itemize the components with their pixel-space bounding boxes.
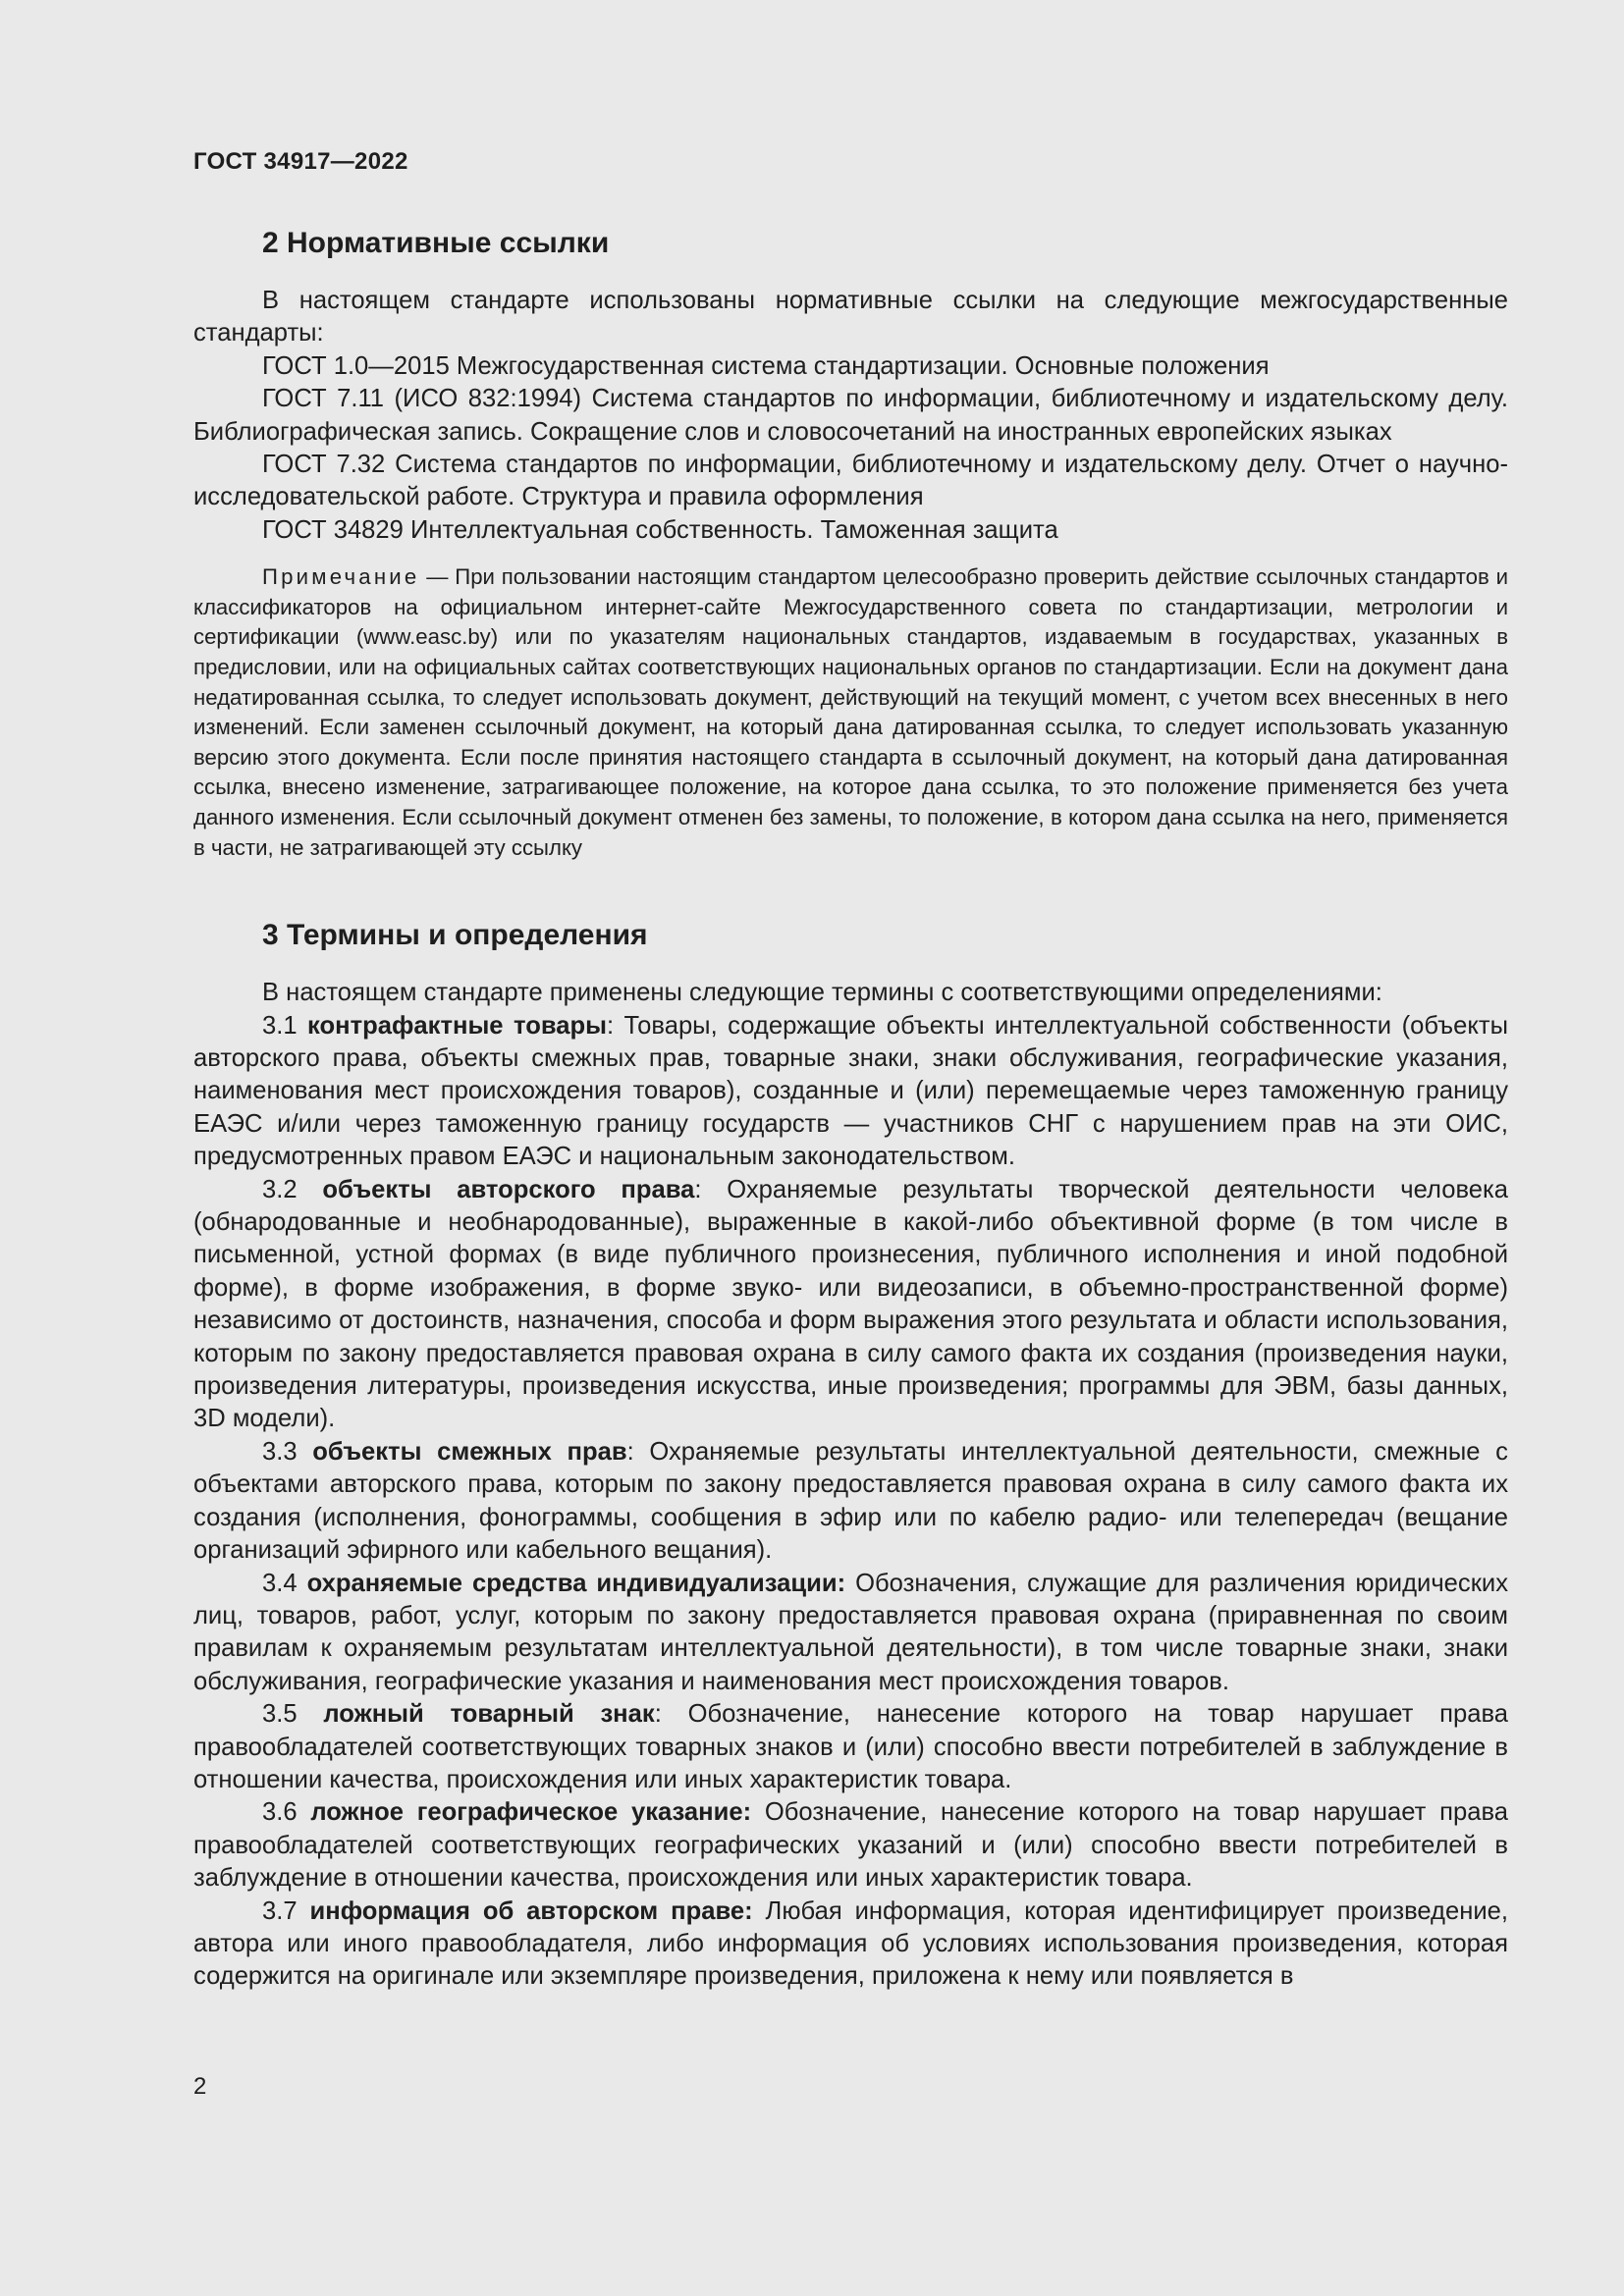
section-title: 3 Термины и определения	[262, 919, 648, 952]
term-name: объекты смежных прав	[312, 1437, 627, 1466]
term-definition: Обозначения, служащие для различения юридических лиц, товаров, работ, услуг, которым по закону предоставляется правовая охрана (приравненная по своим правилам к охраняемым результатам интеллектуальной деятельности), в том числе товарные знаки, знаки обслуживания, географические указания и наименования мест происхождения товаров.	[193, 1569, 1508, 1695]
reference-item: ГОСТ 7.32 Система стандартов по информации, библиотечному и издательскому делу. Отчет о научно-исследовательской работе. Структура и правила оформления	[193, 451, 1508, 511]
term-definition: Любая информация, которая идентифицирует произведение, автора или иного правообладателя, либо информация об условиях использования произведения, которая содержится на оригинале или экземпляре произведения, приложена к нему или появляется в	[193, 1896, 1508, 1991]
section-title: 2 Нормативные ссылки	[262, 227, 610, 259]
term-name: контрафактные товары	[307, 1011, 607, 1040]
page-content	[193, 222, 1508, 1994]
term-number: 3.7	[262, 1896, 310, 1925]
page-number: 2	[193, 2073, 207, 2100]
term-definition: : Охраняемые результаты творческой деятельности человека (обнародованные и необнародованные), выраженные в какой-либо объективной форме (в том числе в письменной, устной формах (в виде публичного произнесения, публичного исполнения и иной подобной форме), в форме изображения, в форме звуко- или видеозаписи, в объемно-пространственной форме) независимо от достоинств, назначения, способа и форм выражения этого результата и области использования, которым по закону предоставляется правовая охрана в силу самого факта их создания (произведения науки, произведения литературы, произведения искусства, иные произведения; программы для ЭВМ, базы данных, 3D модели).	[193, 1175, 1508, 1433]
term-definition: : Охраняемые результаты интеллектуальной деятельности, смежные с объектами авторского права, которым по закону предоставляется правовая охрана в силу самого факта их создания (исполнения, фонограммы, сообщения в эфир или по кабелю радио- или телепередач (вещание организаций эфирного или кабельного вещания).	[193, 1437, 1508, 1565]
term-definition: Обозначение, нанесение которого на товар нарушает права правообладателей соответствующих географических указаний и (или) способно ввести потребителей в заблуждение в отношении качества, происхождения или иных характеристик товара.	[193, 1798, 1508, 1893]
section-normative-references	[193, 222, 1508, 863]
term-number: 3.2	[262, 1175, 323, 1203]
term-name: охраняемые средства индивидуализации:	[306, 1569, 846, 1597]
term-definition: : Товары, содержащие объекты интеллектуальной собственности (объекты авторского права, объекты смежных прав, товарные знаки, знаки обслуживания, географические указания, наименования мест происхождения товаров), созданные и (или) перемещаемые через таможенную границу ЕАЭС и/или через таможенную границу государств — участников СНГ с нарушением прав на эти ОИС, предусмотренных правом ЕАЭС и национальным законодательством.	[193, 1011, 1508, 1171]
term-number: 3.3	[262, 1437, 313, 1466]
reference-item: ГОСТ 1.0—2015 Межгосударственная система стандартизации. Основные положения	[262, 351, 1270, 380]
section-intro: В настоящем стандарте применены следующие термины с соответствующими определениями:	[262, 979, 1382, 1007]
term-name: информация об авторском праве:	[309, 1896, 753, 1925]
term-item	[193, 1698, 1508, 1796]
term-item	[193, 1010, 1508, 1174]
note-label: Примечание	[262, 564, 420, 590]
term-item	[193, 1174, 1508, 1436]
term-item	[193, 1436, 1508, 1568]
term-name: ложное географическое указание:	[310, 1798, 752, 1827]
note	[193, 562, 1508, 863]
term-item	[193, 1568, 1508, 1699]
section-terms-definitions	[193, 914, 1508, 1994]
term-name: ложный товарный знак	[323, 1700, 655, 1729]
standard-header: ГОСТ 34917—2022	[193, 148, 408, 175]
term-number: 3.1	[262, 1011, 308, 1040]
reference-item: ГОСТ 34829 Интеллектуальная собственность. Таможенная защита	[262, 515, 1058, 544]
term-name: объекты авторского права	[322, 1175, 695, 1203]
term-item	[193, 1796, 1508, 1895]
note-text: — При пользовании настоящим стандартом целесообразно проверить действие ссылочных стандартов и классификаторов на официальном интернет-сайте Межгосударственного совета по стандартизации, метрологии и сертификации (www.easc.by) или по указателям национальных стандартов, издаваемым в государствах, указанных в предисловии, или на официальных сайтах соответствующих национальных органов по стандартизации. Если на документ дана недатированная ссылка, то следует использовать документ, действующий на текущий момент, с учетом всех внесенных в него изменений. Если заменен ссылочный документ, на который дана датированная ссылка, то следует использовать указанную версию этого документа. Если после принятия настоящего стандарта в ссылочный документ, на который дана датированная ссылка, внесено изменение, затрагивающее положение, на которое дана ссылка, то это положение применяется без учета данного изменения. Если ссылочный документ отменен без замены, то положение, в котором дана ссылка на него, применяется в части, не затрагивающей эту ссылку	[193, 564, 1508, 860]
term-number: 3.6	[262, 1798, 311, 1827]
reference-item: ГОСТ 7.11 (ИСО 832:1994) Система стандартов по информации, библиотечному и издательскому делу. Библиографическая запись. Сокращение слов и словосочетаний на иностранных европейских языках	[193, 385, 1508, 446]
term-number: 3.5	[262, 1700, 324, 1729]
term-item	[193, 1896, 1508, 1994]
term-number: 3.4	[262, 1569, 307, 1597]
term-definition: : Обозначение, нанесение которого на товар нарушает права правообладателей соответствующих товарных знаков и (или) способно ввести потребителей в заблуждение в отношении качества, происхождения или иных характеристик товара.	[193, 1700, 1508, 1793]
section-intro: В настоящем стандарте использованы нормативные ссылки на следующие межгосударственные стандарты:	[193, 287, 1508, 347]
